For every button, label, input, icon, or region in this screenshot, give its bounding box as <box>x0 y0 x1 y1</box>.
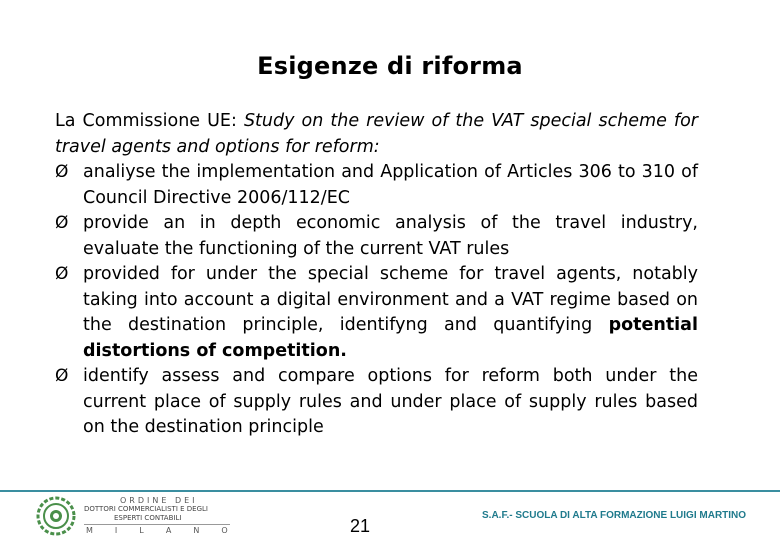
arrow-bullet-icon: Ø <box>55 264 69 284</box>
slide-body <box>55 109 698 441</box>
arrow-bullet-icon: Ø <box>55 366 69 386</box>
arrow-bullet-icon: Ø <box>55 162 69 182</box>
logo-line-3: ESPERTI CONTABILI <box>114 514 182 522</box>
bullet-bold-text: potential distortions of competition. <box>83 315 698 361</box>
footer-divider <box>0 490 780 492</box>
bullet-text: provide an in depth economic analysis of the travel industry, evaluate the functioning of the current VAT rules <box>83 213 698 259</box>
intro-paragraph <box>55 109 698 160</box>
logo-rule <box>84 524 230 525</box>
bullet-item <box>55 364 698 441</box>
odcec-milano-emblem-icon <box>36 496 76 536</box>
bullet-text: provided for under the special scheme for travel agents, notably taking into account a digital environment and a VAT regime based on the destination principle, identifyng and quantifying <box>83 264 698 335</box>
arrow-bullet-icon: Ø <box>55 213 69 233</box>
bullet-item <box>55 211 698 262</box>
page-number: 21 <box>350 516 371 536</box>
school-name: S.A.F.- SCUOLA DI ALTA FORMAZIONE LUIGI MARTINO <box>482 510 747 521</box>
bullet-item <box>55 262 698 364</box>
footer-logo <box>36 496 250 538</box>
logo-line-4: MILANO <box>86 526 250 535</box>
bullet-text: analiyse the implementation and Application of Articles 306 to 310 of Council Directive 2006/112/EC <box>83 162 698 208</box>
bullet-item <box>55 160 698 211</box>
bullet-list <box>55 160 698 441</box>
intro-prefix: La Commissione UE: <box>55 111 244 131</box>
logo-line-2: DOTTORI COMMERCIALISTI E DEGLI <box>84 505 208 513</box>
bullet-text: identify assess and compare options for reform both under the current place of supply rules and under place of supply rules based on the destination principle <box>83 366 698 437</box>
slide-title: Esigenze di riforma <box>257 52 523 80</box>
logo-line-1: ORDINE DEI <box>120 496 198 505</box>
study-title: Study on the review of the VAT special scheme for travel agents and options for reform: <box>55 111 698 157</box>
